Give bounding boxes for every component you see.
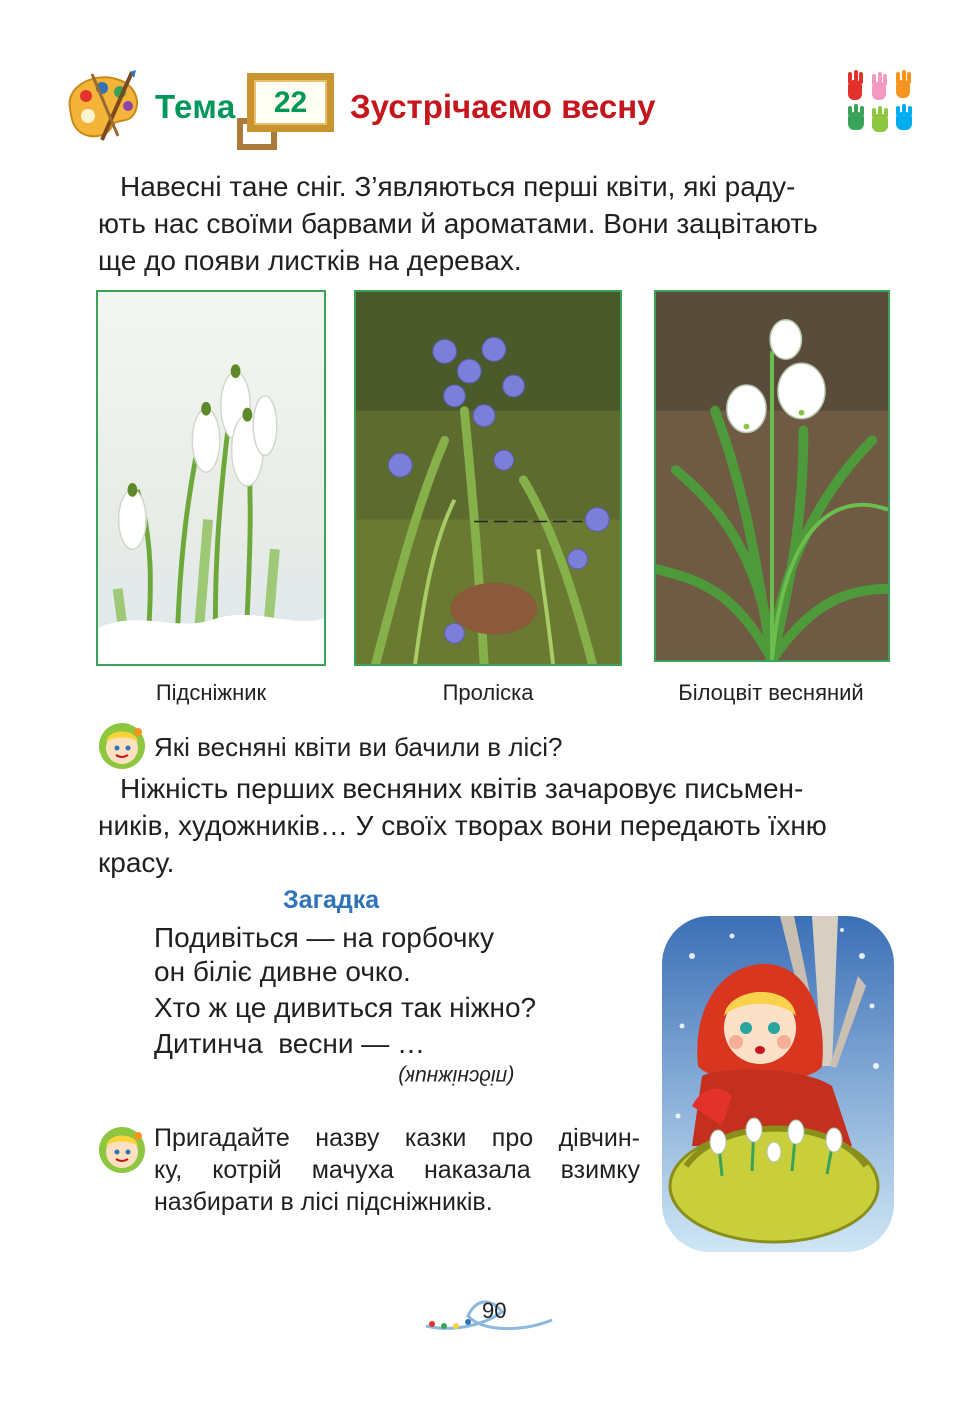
- riddle-line: Хто ж це дивиться так ніжно?: [154, 992, 537, 1023]
- riddle-line: Подивіться — на горбочку: [154, 922, 494, 953]
- riddle-line: он біліє дивне очко.: [154, 956, 411, 987]
- intro-line: Навесні тане сніг. З’являються перші квіти, які раду-: [120, 171, 796, 202]
- paragraph-line: красу.: [98, 847, 175, 878]
- scilla-photo: [354, 290, 622, 666]
- second-paragraph: [98, 770, 890, 881]
- palette-icon: [62, 70, 144, 142]
- riddle-line: Дитинча весни — …: [154, 1028, 426, 1059]
- caption-leucojum: Білоцвіт весняний: [678, 680, 864, 705]
- riddle-answer: (підсніжник): [398, 1065, 515, 1088]
- caption-scilla: Проліска: [442, 680, 534, 705]
- girl-with-basket-illustration: [662, 916, 894, 1252]
- page-title: Зустрічаємо весну: [350, 88, 656, 125]
- leucojum-photo: [654, 290, 890, 662]
- task-text: [154, 1122, 640, 1218]
- caption-snowdrop: Підсніжник: [155, 680, 267, 705]
- child-face-icon: [98, 722, 146, 770]
- intro-paragraph: [98, 168, 890, 279]
- task-line: назбирати в лісі підсніжників.: [154, 1188, 493, 1216]
- riddle-title: Загадка: [283, 886, 380, 914]
- child-face-icon: [98, 1126, 146, 1174]
- task-line: ку, котрій мачуха наказала взимку: [154, 1156, 640, 1184]
- task-line: Пригадайте назву казки про дівчин-: [154, 1124, 640, 1152]
- intro-line: ють нас своїми барвами й ароматами. Вони зацвітають: [98, 208, 818, 239]
- paragraph-line: ників, художників… У своїх творах вони передають їхню: [98, 810, 827, 841]
- paragraph-line: Ніжність перших весняних квітів зачаровує письмен-: [120, 773, 804, 804]
- topic-number: 22: [247, 73, 334, 132]
- snowdrop-photo: [96, 290, 326, 666]
- page-number: 90: [482, 1298, 507, 1323]
- intro-line: ще до появи листків на деревах.: [98, 245, 522, 276]
- hands-logo-icon: [844, 70, 916, 142]
- question-text: Які весняні квіти ви бачили в лісі?: [154, 732, 563, 762]
- tema-label: Тема: [155, 88, 236, 125]
